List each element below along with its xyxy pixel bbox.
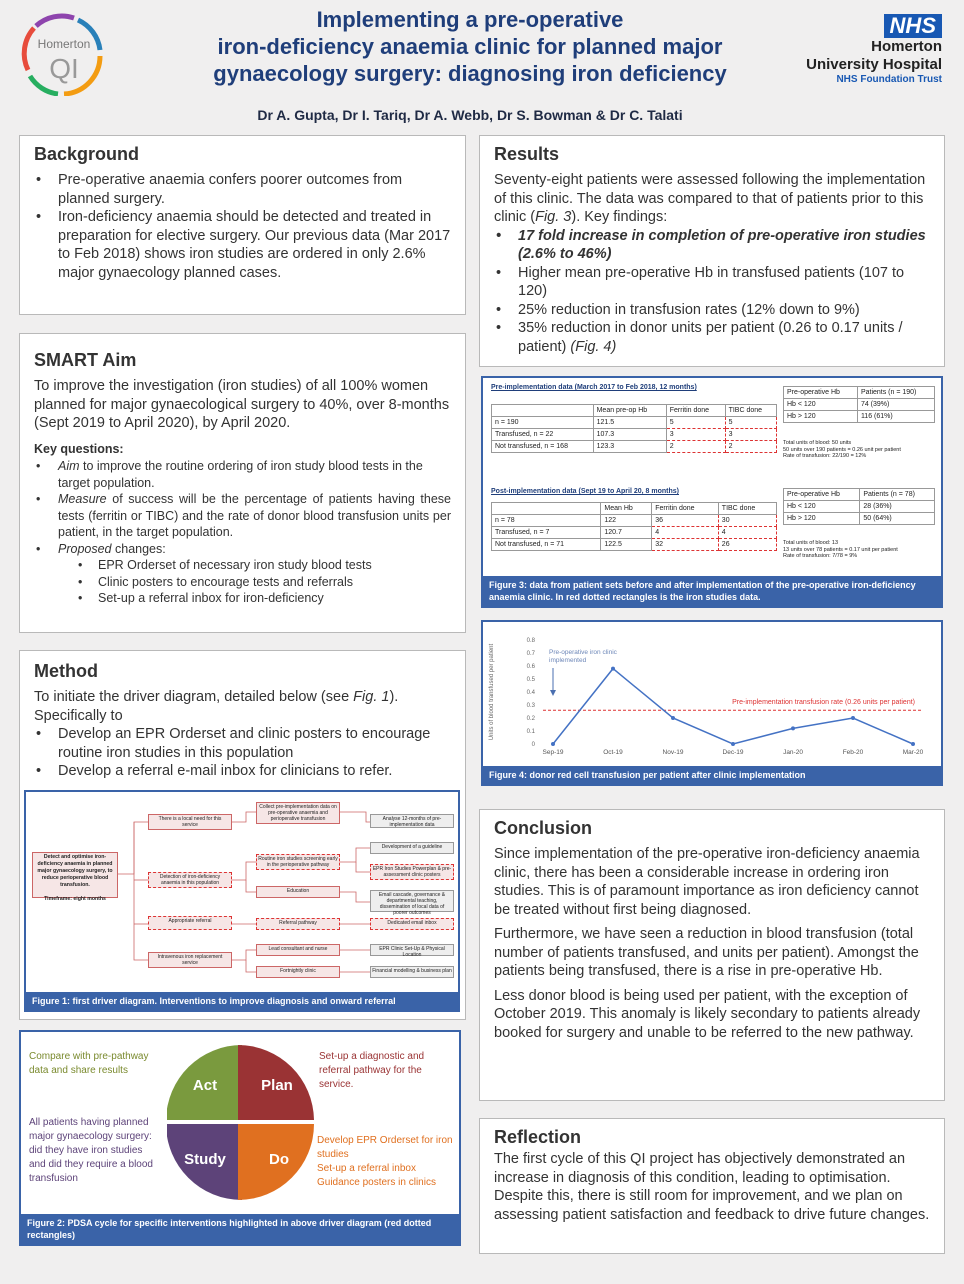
figure-1-caption: Figure 1: first driver diagram. Interventions to improve diagnosis and onward referral <box>26 992 458 1010</box>
logo-qi-text: QI <box>49 53 79 84</box>
change-idea: Development of a guideline <box>370 842 454 854</box>
title-line-1: Implementing a pre-operative <box>316 7 624 32</box>
title-line-3: gynaecology surgery: diagnosing iron deficiency <box>213 61 727 86</box>
figure-4-caption: Figure 4: donor red cell transfusion per patient after clinic implementation <box>483 766 941 784</box>
figure-1-driver-diagram <box>24 790 460 1012</box>
do-label: Do <box>269 1151 289 1168</box>
figure-4-chart <box>481 620 943 786</box>
reflection-heading: Reflection <box>494 1127 582 1147</box>
figure-2-pdsa <box>19 1030 461 1246</box>
logo-text: Homerton <box>37 37 91 51</box>
act-description: Compare with pre-pathway data and share results <box>29 1051 149 1076</box>
result-bullet-4: • 35% reduction in donor units per patient (0.26 to 0.17 units / patient) (Fig. 4) <box>494 319 930 356</box>
figure-2-caption: Figure 2: PDSA cycle for specific interventions highlighted in above driver diagram (red dotted rectangles) <box>21 1214 459 1244</box>
nhs-logo <box>790 14 942 85</box>
x-tick-label: Oct-19 <box>603 749 623 756</box>
y-tick-label: 0.3 <box>526 703 535 709</box>
annotation-arrowhead <box>550 690 556 696</box>
plan-label: Plan <box>261 1077 293 1094</box>
title-line-2: iron-deficiency anaemia clinic for planned major <box>217 34 723 59</box>
conclusion-p2: Furthermore, we have seen a reduction in blood transfusion (total number of patients transfused, and units per patient). Amongst the patients being transfused, there is a rise in pre-operative Hb. <box>494 926 919 979</box>
pdsa-wheel <box>167 1038 317 1202</box>
y-tick-label: 0.4 <box>526 690 535 696</box>
secondary-driver: There is a local need for this service <box>148 814 232 830</box>
reflection-panel <box>479 1118 945 1254</box>
y-tick-label: 0 <box>531 742 535 748</box>
secondary-driver: Detection of iron-deficiency anaemia in this population <box>148 872 232 888</box>
reflection-text: The first cycle of this QI project has objectively demonstrated an increase in diagnosis of this condition, leading to optimisation. Despite this, there is still room for improvement, and we plan on assessing patient satisfaction and feedback to drive future changes. <box>494 1151 930 1223</box>
pre-table-title: Pre-implementation data (March 2017 to Feb 2018, 12 months) <box>491 384 697 391</box>
x-tick-label: Feb-20 <box>842 749 864 756</box>
conclusion-p1: Since implementation of the pre-operative iron-deficiency anaemia clinic, there has been a considerable increase in ordering iron studies. This is of paramount importance as iron deficiency cannot be treated without first being diagnosed. <box>494 846 920 918</box>
conclusion-panel <box>479 809 945 1101</box>
tertiary-driver: Collect pre-implementation data on pre-operative anaemia and perioperative transfusion <box>256 802 340 824</box>
y-tick-label: 0.1 <box>526 729 535 735</box>
change-idea: EPR Iron Studies Powerplan & pre-assessment clinic posters <box>370 864 454 880</box>
nhs-line-3: NHS Foundation Trust <box>836 74 942 85</box>
figure-3-caption: Figure 3: data from patient sets before and after implementation of the pre-operative iron-deficiency anaemia clinic. In red dotted rectangles is the iron studies data. <box>483 576 941 606</box>
method-heading: Method <box>34 661 98 681</box>
x-tick-label: Sep-19 <box>542 749 564 756</box>
change-idea: Email cascade, governance & departmental teaching, dissemination of local data of poorer outcomes <box>370 890 454 912</box>
y-tick-label: 0.8 <box>526 638 535 644</box>
post-table: Mean Hb Ferritin done TIBC done n = 78 122 36 30 Transfused, n = 7 120.7 4 4 Not transfused, n = 71 122.5 32 26 <box>491 502 777 551</box>
change-item: • Clinic posters to encourage tests and referrals <box>34 574 451 591</box>
homerton-qi-logo <box>14 10 110 96</box>
smart-aim-text: To improve the investigation (iron studies) of all 100% women planned for major gynaecological surgery to 40%, over 8-months (Sept 2019 to April 2020), by April 2020. <box>34 378 450 431</box>
post-notes: Total units of blood: 13 13 units over 78 patients = 0.17 unit per patient Rate of transfusion: 7/78 = 9% <box>783 540 898 559</box>
change-idea: Dedicated email inbox <box>370 918 454 930</box>
nhs-line-2: University Hospital <box>806 56 942 73</box>
background-heading: Background <box>34 144 140 164</box>
tertiary-driver: Fortnightly clinic <box>256 966 340 978</box>
results-intro: Seventy-eight patients were assessed following the implementation of this clinic. The data was compared to that of patients prior to this clinic (Fig. 3). Key findings: <box>494 172 926 225</box>
post-table-title: Post-implementation data (Sept 19 to April 20, 8 months) <box>491 488 679 495</box>
method-bullet: • Develop an EPR Orderset and clinic posters to encourage routine iron studies in this population <box>34 725 451 762</box>
y-tick-label: 0.2 <box>526 716 535 722</box>
key-question-measure: • Measure of success will be the percentage of patients having these tests (ferritin or TIBC) and the rate of donor blood transfusion units per patient, in the target population. <box>34 491 451 541</box>
tertiary-driver: Education <box>256 886 340 898</box>
pre-side-table: Pre-operative Hb Patients (n = 190) Hb < 120 74 (39%) Hb > 120 116 (61%) <box>783 386 935 423</box>
pre-table: Mean pre-op Hb Ferritin done TIBC done n = 190 121.5 5 5 Transfused, n = 22 107.3 3 3 Not transfused, n = 168 123.3 2 2 <box>491 404 777 453</box>
background-panel <box>19 135 466 315</box>
x-tick-label: Mar-20 <box>902 749 924 756</box>
data-point <box>551 742 555 746</box>
plan-description: Set-up a diagnostic and referral pathway for the service. <box>319 1051 425 1090</box>
do-description: Develop EPR Orderset for iron studies Set-up a referral inbox Guidance posters in clinics <box>317 1135 453 1188</box>
authors: Dr A. Gupta, Dr I. Tariq, Dr A. Webb, Dr S. Bowman & Dr C. Talati <box>257 107 683 123</box>
tertiary-driver: Lead consultant and nurse <box>256 944 340 956</box>
study-description: All patients having planned major gynaecology surgery: did they have iron studies and did they require a blood transfusion <box>29 1117 153 1184</box>
data-point <box>791 726 795 730</box>
change-idea: EPR Clinic Set-Up & Physical Location <box>370 944 454 956</box>
result-bullet-3: • 25% reduction in transfusion rates (12% down to 9%) <box>494 301 930 320</box>
y-tick-label: 0.5 <box>526 677 535 683</box>
method-bullet: • Develop a referral e-mail inbox for clinicians to refer. <box>34 762 451 781</box>
transfusion-line-chart <box>483 622 941 766</box>
data-point <box>911 742 915 746</box>
key-questions-heading: Key questions: <box>34 441 124 456</box>
results-heading: Results <box>494 144 560 164</box>
figure-3-tables <box>481 376 943 608</box>
data-point <box>731 742 735 746</box>
tertiary-driver: Routine iron studies screening early in the perioperative pathway <box>256 854 340 870</box>
y-tick-label: 0.7 <box>526 651 535 657</box>
nhs-line-1: Homerton <box>871 38 942 55</box>
change-idea: Financial modelling & business plan <box>370 966 454 978</box>
key-question-aim: • Aim to improve the routine ordering of iron study blood tests in the target population. <box>34 458 451 491</box>
reference-label: Pre-implementation transfusion rate (0.26 units per patient) <box>732 699 915 707</box>
y-axis-label: Units of blood transfused per patient <box>489 643 495 741</box>
conclusion-heading: Conclusion <box>494 818 592 838</box>
background-bullet-2: • Iron-deficiency anaemia should be detected and treated in preparation for elective surgery. Our previous data (Mar 2017 to Feb 2018) shows iron studies are ordered in only 2.6% major gynaecology planned cases. <box>34 208 451 282</box>
pre-notes: Total units of blood: 50 units 50 units over 190 patients = 0.26 unit per patient Rate of transfusion: 22/190 = 12% <box>783 440 901 459</box>
annotation-line-1: Pre-operative iron clinic <box>549 649 617 656</box>
annotation-line-2: implemented <box>549 657 587 664</box>
change-item: • EPR Orderset of necessary iron study blood tests <box>34 557 451 574</box>
smart-aim-panel <box>19 333 466 633</box>
act-label: Act <box>192 1077 218 1094</box>
x-tick-label: Nov-19 <box>662 749 684 756</box>
y-tick-label: 0.6 <box>526 664 535 670</box>
study-label: Study <box>184 1151 226 1168</box>
background-bullet-1: • Pre-operative anaemia confers poorer outcomes from planned surgery. <box>34 171 451 208</box>
nhs-badge: NHS <box>884 14 942 38</box>
x-tick-label: Dec-19 <box>722 749 744 756</box>
change-idea: Analyse 12-months of pre-implementation data <box>370 814 454 828</box>
secondary-driver: Appropriate referral <box>148 916 232 930</box>
smart-heading: SMART Aim <box>34 350 137 370</box>
post-side-table: Pre-operative Hb Patients (n = 78) Hb < 120 28 (36%) Hb > 120 50 (64%) <box>783 488 935 525</box>
conclusion-p3: Less donor blood is being used per patient, with the exception of October 2019. This anomaly is likely secondary to patients already booked for surgery and unable to be referred to the new pathway. <box>494 987 921 1041</box>
series-line <box>553 669 913 744</box>
poster-title <box>130 6 810 87</box>
tertiary-driver: Referral pathway <box>256 918 340 930</box>
key-question-proposed: • Proposed changes: <box>34 541 451 558</box>
data-point <box>671 716 675 720</box>
change-item: • Set-up a referral inbox for iron-deficiency <box>34 590 451 607</box>
data-point <box>611 667 615 671</box>
primary-driver-box: Detect and optimise iron-deficiency anaemia in planned major gynaecology surgery, to reduce perioperative blood transfusion. Timeframe: eight months <box>32 852 118 898</box>
secondary-driver: Intravenous iron replacement service <box>148 952 232 968</box>
result-bullet-2: • Higher mean pre-operative Hb in transfused patients (107 to 120) <box>494 264 930 301</box>
data-point <box>851 716 855 720</box>
x-tick-label: Jan-20 <box>783 749 803 756</box>
method-intro: To initiate the driver diagram, detailed below (see Fig. 1). Specifically to <box>34 689 399 724</box>
results-panel <box>479 135 945 367</box>
result-bullet-1: • 17 fold increase in completion of pre-operative iron studies (2.6% to 46%) <box>494 227 930 264</box>
